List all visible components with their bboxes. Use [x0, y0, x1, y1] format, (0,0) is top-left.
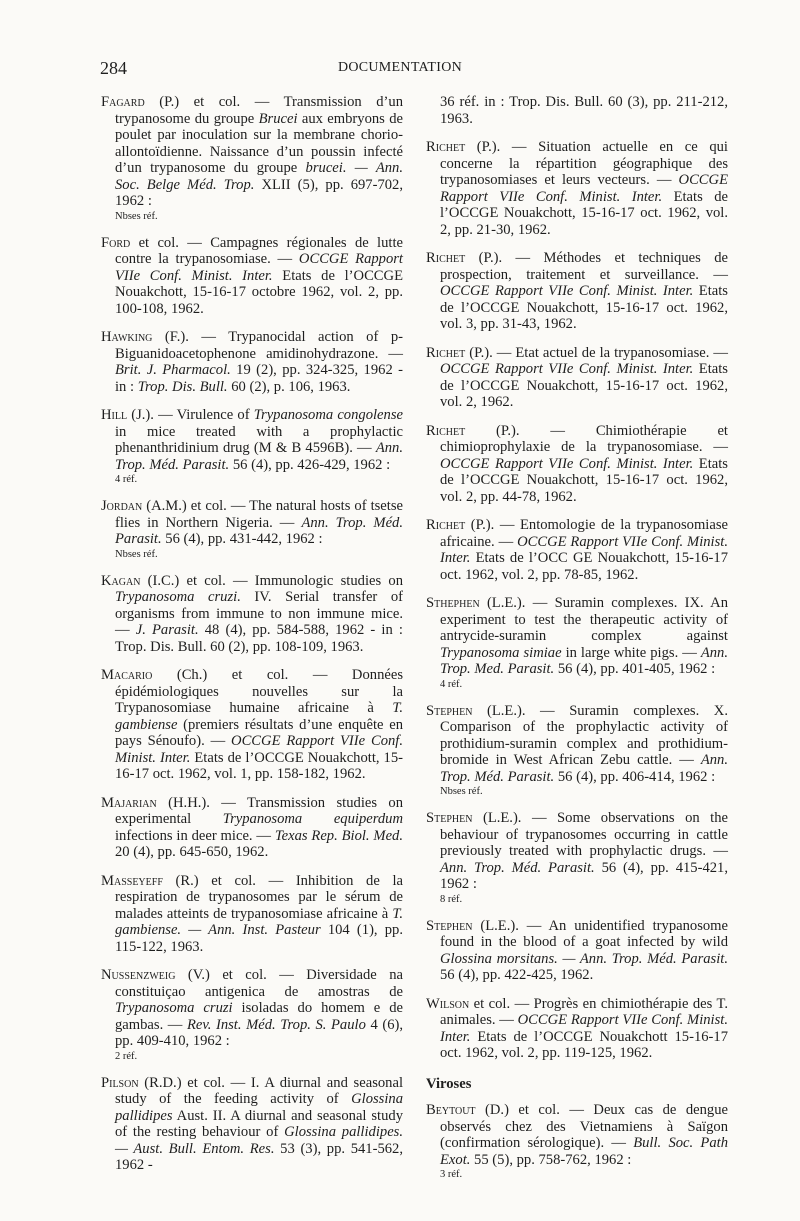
bibliography-entry	[101, 873, 403, 956]
entry-text: Etats de l’OCCGE Nouakchott, 15-16-17 oct. 1962, vol. 1, pp. 158-182, 1962.	[115, 749, 403, 782]
entry-author: Richet	[426, 250, 466, 266]
entry-text: et col. — Campagnes régionales de lutte contre la trypanosomiase. —	[115, 234, 403, 267]
right-column-entries	[426, 139, 728, 1062]
entry-italic: OCCGE Rapport VIIe Conf. Minist. Inter.	[440, 1012, 728, 1045]
continuation-text: 36 réf. in : Trop. Dis. Bull. 60 (3), pp. 211-212, 1963.	[440, 94, 728, 127]
entry-italic: Brit. J. Pharmacol.	[115, 362, 231, 378]
page-number: 284	[100, 58, 127, 78]
entry-author: Pilson	[101, 1074, 139, 1091]
bibliography-entry	[426, 250, 728, 333]
right-column	[426, 94, 728, 1193]
entry-text: (R.D.) et col. — I. A diurnal and seasonal study of the feeding activity of	[115, 1074, 403, 1107]
entry-text: Aust. II. A diurnal and seasonal study of the resting behaviour of	[115, 1107, 403, 1140]
entry-text: Etats de l’OCCGE Nouakchott, 15-16-17 oct. 1962, vol. 3, pp. 31-43, 1962.	[440, 283, 728, 332]
entry-text: 56 (4), pp. 426-429, 1962 :	[229, 456, 391, 473]
entry-text: (V.) et col. — Diversidade na constituiçao antigenica de amostras de	[115, 967, 403, 1000]
right-column-after-entries	[426, 1102, 728, 1181]
bibliography-entry	[101, 329, 403, 395]
entry-author: Stephen	[426, 702, 473, 719]
bibliography-entry	[426, 423, 728, 506]
entry-author: Beytout	[426, 1102, 476, 1118]
entry-reference-count: 8 réf.	[440, 893, 463, 905]
entry-reference-count: Nbses réf.	[115, 210, 158, 222]
bibliography-entry	[101, 94, 403, 223]
entry-author: Hill	[101, 407, 128, 423]
entry-italic: T. gambiense. — Ann. Inst. Pasteur	[115, 905, 403, 938]
entry-italic: Bull. Soc. Path Exot.	[440, 1135, 728, 1168]
entry-author: Hawking	[101, 329, 153, 345]
entry-text: aux embryons de poulet par inoculation sur la membrane chorio-allontoïdienne. Naissance d’un poussin infecté d’un trypanosome du groupe	[115, 110, 403, 176]
entry-italic: OCCGE Rapport VIIe Conf. Minist. Inter.	[440, 283, 694, 299]
entry-text: Etats de l’OCCGE Nouakchott, 15-16-17 oct. 1962, vol. 2, pp. 44-78, 1962.	[440, 455, 728, 505]
bibliography-entry	[426, 517, 728, 583]
entry-author: Nussenzweig	[101, 967, 176, 983]
bibliography-entry	[101, 795, 403, 861]
entry-italic: Brucei	[258, 110, 298, 127]
entry-italic: J. Parasit.	[135, 622, 199, 638]
entry-reference-count: Nbses réf.	[115, 548, 158, 560]
entry-text: 4 (6), pp. 409-410, 1962 :	[115, 1016, 403, 1049]
left-column	[101, 94, 403, 1186]
entry-text: 55 (5), pp. 758-762, 1962 :	[470, 1151, 632, 1168]
entry-text: (L.E.). — Some observations on the behaviour of trypanosomes occurring in cattle previously treated with prophylactic drugs. —	[440, 810, 728, 859]
entry-text: (P.). — Situation actuelle en ce qui concerne la répartition géographique des trypanosomiases et leurs vecteurs. —	[440, 139, 728, 188]
entry-italic: Trypanosoma simiae	[440, 644, 562, 661]
entry-text: (I.C.) et col. — Immunologic studies on	[140, 572, 403, 589]
entry-text: (P.). — Méthodes et techniques de prospection, traitement et surveillance. —	[440, 250, 728, 283]
entry-text: (P.). — Etat actuel de la trypanosomiase. —	[465, 344, 728, 361]
entry-text: isoladas do homem e de gambas. —	[115, 1000, 403, 1033]
entry-author: Majarian	[101, 794, 157, 811]
bibliography-entry	[101, 407, 403, 486]
entry-text: 53 (3), pp. 541-562, 1962 -	[115, 1140, 404, 1173]
entry-text: (premiers résultats d’une enquête en pays Sénoufo). —	[115, 716, 403, 749]
entry-text: (R.) et col. — Inhibition de la respiration de trypanosomes par le sérum de malades atteints de trypanosomiase africaine à	[115, 872, 403, 922]
entry-text: IV. Serial transfer of organisms from immune to non immune mice. —	[115, 589, 403, 638]
bibliography-entry	[101, 667, 403, 783]
entry-text: (F.). — Trypanocidal action of p-Biguanidoacetophenone amidinohydrazone. —	[115, 329, 403, 362]
entry-text: infections in deer mice. —	[115, 827, 275, 844]
bibliography-entry	[426, 703, 728, 799]
entry-text: 56 (4), pp. 406-414, 1962 :	[554, 768, 716, 785]
entry-author: Richet	[426, 517, 466, 533]
entry-italic: OCCGE Rapport VIIe Conf. Minist. Inter.	[440, 361, 694, 377]
entry-italic: Ann. Trop. Méd. Parasit.	[115, 440, 403, 473]
entry-text: (P.) et col. — Transmission d’un trypanosome du groupe	[115, 94, 403, 127]
entry-italic: Glossina pallidipes. — Aust. Bull. Entom. Res.	[115, 1124, 403, 1157]
entry-italic: Trypanosoma cruzi	[115, 1000, 233, 1016]
entry-text: 104 (1), pp. 115-122, 1963.	[115, 922, 404, 955]
entry-text: 19 (2), pp. 324-325, 1962 - in :	[115, 362, 403, 395]
entry-text: 56 (4), pp. 401-405, 1962 :	[554, 661, 716, 677]
entry-text: (Ch.) et col. — Données épidémiologiques nouvelles sur la Trypanosomiase humaine africaine à	[115, 667, 403, 716]
bibliography-entry	[426, 810, 728, 906]
entry-text: (J.). — Virulence of	[127, 407, 254, 423]
entry-italic: OCCGE Rapport VIIe Conf. Minist. Inter.	[440, 455, 694, 472]
entry-reference-count: 3 réf.	[440, 1169, 463, 1180]
entry-author: Kagan	[101, 572, 141, 589]
entry-text: (L.E.). — Suramin complexes. X. Comparison of the prophylactic activity of prothidium-suramin complex and prothidium-bromide in West African Zebu cattle. —	[440, 702, 728, 768]
entry-italic: Rev. Inst. Méd. Trop. S. Paulo	[186, 1016, 366, 1033]
entry-italic: Glossina morsitans. — Ann. Trop. Méd. Parasit.	[440, 950, 728, 967]
entry-reference-count: 4 réf.	[115, 474, 138, 485]
bibliography-entry	[426, 918, 728, 984]
entry-text: (D.) et col. — Deux cas de dengue observés chez des Vietnamiens à Saïgon (confirmation sérologique). —	[440, 1102, 728, 1151]
entry-italic: OCCGE Rapport VIIe Conf. Minist. Inter.	[115, 251, 403, 284]
entry-reference-count: 2 réf.	[115, 1050, 138, 1062]
entry-italic: OCCGE Rapport VIIe Conf. Minist. Inter.	[115, 733, 403, 766]
entry-text: et col. — Progrès en chimiothérapie des T. animales. —	[440, 995, 728, 1028]
entry-reference-count: Nbses réf.	[440, 786, 483, 797]
entry-text: (P.). — Chimiothérapie et chimioprophylaxie de la trypanosomiase. —	[440, 422, 728, 455]
page-header	[100, 52, 700, 82]
entry-author: Richet	[426, 139, 466, 155]
entry-text: (L.E.). — An unidentified trypanosome found in the blood of a goat infected by wild	[440, 917, 728, 950]
bibliography-entry	[426, 139, 728, 238]
entry-author: Richet	[426, 422, 466, 439]
entry-text: 60 (2), p. 106, 1963.	[227, 378, 351, 395]
entry-italic: Ann. Trop. Med. Parasit.	[440, 644, 729, 677]
entry-text: 56 (4), pp. 431-442, 1962 :	[161, 531, 323, 547]
entry-text: 48 (4), pp. 584-588, 1962 - in : Trop. Dis. Bull. 60 (2), pp. 108-109, 1963.	[115, 622, 403, 655]
entry-italic: OCCGE Rapport VIIe Conf. Minist. Inter.	[440, 172, 728, 205]
bibliography-entry	[101, 498, 403, 561]
entry-text: 20 (4), pp. 645-650, 1962.	[115, 844, 269, 860]
entry-text: (A.M.) et col. — The natural hosts of tsetse flies in Northern Nigeria. —	[115, 498, 403, 531]
entry-author: Macario	[101, 667, 153, 683]
entry-text: Etats de l’OCCGE Nouakchott, 15-16-17 oct. 1962, vol. 2, pp. 21-30, 1962.	[440, 188, 728, 238]
entry-author: Ford	[101, 234, 131, 251]
entry-italic: brucei. — Ann. Soc. Belge Méd. Trop.	[115, 160, 403, 193]
entry-text: in mice treated with a prophylactic phenanthridinium drug (M & B 4596B). —	[115, 423, 403, 456]
bibliography-entry	[426, 1102, 728, 1181]
entry-author: Richet	[426, 344, 466, 361]
entry-author: Masseyeff	[101, 872, 163, 889]
entry-italic: T. gambiense	[115, 700, 403, 733]
section-heading: Viroses	[426, 1075, 472, 1092]
entry-text: Etats de l’OCCGE Nouakchott, 15-16-17 oct. 1962, vol. 2, 1962.	[440, 361, 728, 410]
entry-author: Sthephen	[426, 595, 480, 611]
running-title: DOCUMENTATION	[337, 60, 463, 75]
entry-text: in large white pigs. —	[561, 644, 701, 661]
entry-italic: Ann. Trop. Méd. Parasit.	[440, 752, 728, 785]
entry-italic: Ann. Trop. Méd. Parasit.	[440, 859, 595, 876]
entry-italic: Trypanosoma congolense	[253, 407, 403, 423]
entry-italic: Glossina pallidipes	[115, 1091, 403, 1124]
entry-author: Wilson	[426, 995, 470, 1012]
entry-italic: OCCGE Rapport VIIe Conf. Minist. Inter.	[440, 533, 728, 566]
entry-text: (H.H.). — Transmission studies on experimental	[115, 794, 403, 827]
entry-italic: Trop. Dis. Bull.	[137, 378, 228, 395]
entry-italic: Ann. Trop. Méd. Parasit.	[115, 514, 403, 547]
entry-text: Etats de l’OCC GE Nouakchott, 15-16-17 oct. 1962, vol. 2, pp. 78-85, 1962.	[440, 550, 728, 583]
bibliography-entry	[426, 345, 728, 411]
entry-italic: Texas Rep. Biol. Med.	[274, 827, 403, 844]
entry-text: (L.E.). — Suramin complexes. IX. An experiment to test the therapeutic activity of antrycide-suramin complex against	[440, 595, 728, 644]
bibliography-entry	[101, 573, 403, 656]
entry-text: 56 (4), pp. 415-421, 1962 :	[440, 859, 728, 892]
entry-author: Jordan	[101, 498, 143, 514]
entry-text: 56 (4), pp. 422-425, 1962.	[440, 967, 594, 983]
entry-text: Etats de l’OCCGE Nouakchott, 15-16-17 octobre 1962, vol. 2, pp. 100-108, 1962.	[115, 267, 403, 317]
bibliography-entry	[101, 235, 403, 318]
entry-italic: Trypanosoma cruzi.	[115, 589, 241, 605]
entry-text: XLII (5), pp. 697-702, 1962 :	[115, 176, 403, 209]
entry-text: Etats de l’OCCGE Nouakchott 15-16-17 oct. 1962, vol. 2, pp. 119-125, 1962.	[440, 1028, 728, 1061]
bibliography-entry	[426, 595, 728, 691]
entry-author: Fagard	[101, 94, 145, 110]
entry-author: Stephen	[426, 917, 473, 934]
bibliography-entry	[101, 967, 403, 1063]
entry-author: Stephen	[426, 810, 473, 826]
entry-italic: Trypanosoma equiperdum	[222, 811, 403, 827]
entry-reference-count: 4 réf.	[440, 678, 463, 690]
bibliography-entry	[426, 996, 728, 1062]
entry-text: (P.). — Entomologie de la trypanosomiase africaine. —	[440, 517, 728, 550]
bibliography-entry	[101, 1075, 403, 1174]
